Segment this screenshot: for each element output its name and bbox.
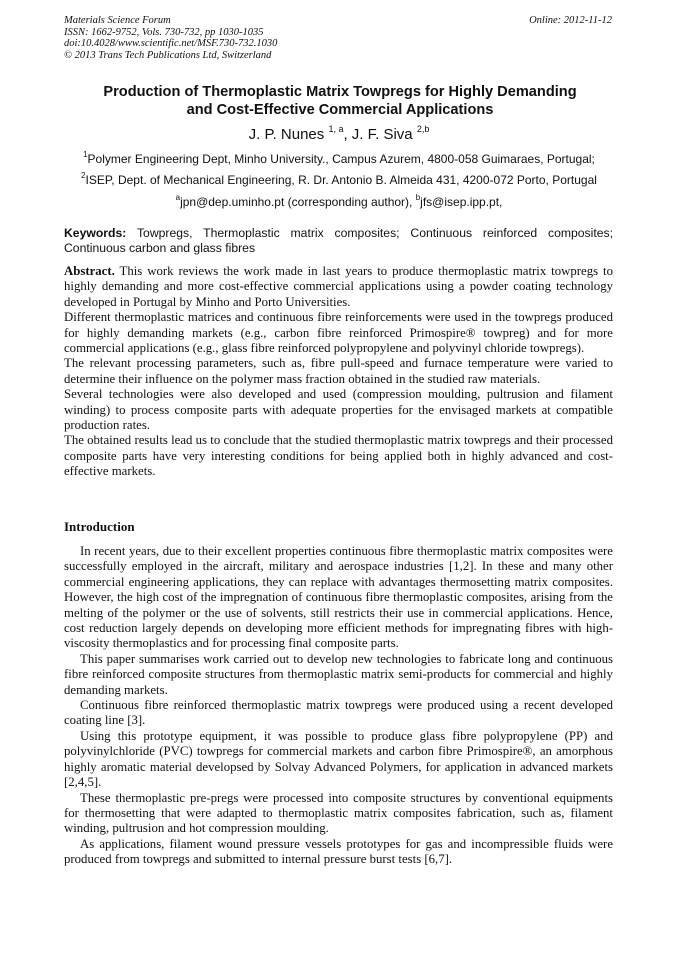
email-a-mark: a [175,193,181,202]
intro-paragraph-4: Using this prototype equipment, it was possible to produce glass fibre polypropylene (PP) and polyvinylchloride (PVC) towpregs for commercial markets and carbon fibre Primospire®, an amorphous highly aromatic material developsed by Solvay Advanced Polymers, for application in advanced markets [2,4,5]. [64,728,613,790]
journal-metadata [64,15,277,61]
authors [0,124,678,143]
abstract-paragraph-5: The obtained results lead us to conclude that the studied thermoplastic matrix towpregs and their processed composite parts have very interesting conditions for being applied both in highly advanced and cost-effective markets. [64,433,613,479]
author-emails [0,193,678,209]
paper-title [60,83,620,119]
affiliation-2 [0,171,678,187]
affiliation-1-mark: 1 [83,150,88,159]
intro-paragraph-5: These thermoplastic pre-pregs were processed into composite structures by conventional equipments for thermosetting that were adapted to thermoplastic matrix composites fabrication, such as, filament winding, pultrusion and hot compression moulding. [64,790,613,836]
affiliation-1-text: Polymer Engineering Dept, Minho University., Campus Azurem, 4800-058 Guimaraes, Portugal; [87,152,595,166]
abstract-text-1: This work reviews the work made in last years to produce thermoplastic matrix towpregs to highly demanding and more cost-effective commercial applications using a powder coating technology developed in Portugal by Minho and Porto Universities. [64,264,613,309]
online-date: Online: 2012-11-12 [529,15,612,26]
author-2-affiliation-mark: 2,b [416,124,430,134]
abstract-paragraph-2: Different thermoplastic matrices and continuous fibre reinforcements were used in the towpregs produced for highly demanding markets (e.g., carbon fibre reinforced Primospire® towpreg) and for more commercial applications (e.g., glass fibre reinforced polypropylene and polyvinyl chloride towpregs). [64,310,613,356]
keywords [64,226,613,256]
author-separator: , [343,126,352,143]
author-1: J. P. Nunes [248,126,325,143]
title-line-2: and Cost-Effective Commercial Applications [186,102,494,118]
keywords-text: Towpregs, Thermoplastic matrix composites; Continuous reinforced composites; Continuous carbon and glass fibres [64,226,613,255]
author-2: J. F. Siva [351,126,413,143]
affiliation-2-mark: 2 [81,171,86,180]
abstract-paragraph-1 [64,264,613,310]
introduction-body [64,544,613,868]
keywords-label: Keywords: [64,226,127,240]
intro-paragraph-1: In recent years, due to their excellent properties continuous fibre thermoplastic matrix composites were successfully employed in the aircraft, military and aerospace industries [1,2]. In these and many other commercial engineering applications, they can replace with advantages thermosetting matrix composites. However, the high cost of the impregnation of continuous fibre thermoplastic composites, arising from the melting of the polymer or the use of solvents, still restricts their use in commercial applications. Hence, cost reduction largely depends on developing more efficient methods for impregnating fibres with high-viscosity thermoplastics and for processing final composite parts. [64,544,613,651]
abstract [64,264,613,480]
email-b-mark: b [415,193,421,202]
title-line-1: Production of Thermoplastic Matrix Towpregs for Highly Demanding [103,84,577,100]
abstract-label: Abstract. [64,264,115,278]
copyright-line: © 2013 Trans Tech Publications Ltd, Switzerland [64,49,272,61]
journal-name: Materials Science Forum [64,15,171,26]
doi-line: doi:10.4028/www.scientific.net/MSF.730-732.1030 [64,38,278,49]
affiliation-2-text: ISEP, Dept. of Mechanical Engineering, R. Dr. Antonio B. Almeida 431, 4200-072 Porto, Portugal [85,173,597,187]
intro-paragraph-3: Continuous fibre reinforced thermoplastic matrix towpregs were produced using a recent developed coating line [3]. [64,698,613,728]
affiliation-1 [0,150,678,166]
intro-paragraph-2: This paper summarises work carried out to develop new technologies to fabricate long and continuous fibre reinforced composite structures from thermoplastic matrix semi-products for commercial and highly demanding markets. [64,651,613,697]
email-a[interactable]: jpn@dep.uminho.pt (corresponding author), [180,195,416,209]
author-1-affiliation-mark: 1, a [328,124,344,134]
intro-paragraph-6: As applications, filament wound pressure vessels prototypes for gas and incompressible fluids were produced from towpregs and submitted to internal pressure burst tests [6,7]. [64,836,613,867]
section-heading-introduction: Introduction [64,519,135,534]
issn-line: ISSN: 1662-9752, Vols. 730-732, pp 1030-1035 [64,26,264,38]
email-b[interactable]: jfs@isep.ipp.pt, [420,195,503,209]
abstract-paragraph-3: The relevant processing parameters, such as, fibre pull-speed and furnace temperature were varied to determine their influence on the polymer mass fraction obtained in the studied raw materials. [64,356,613,386]
abstract-paragraph-4: Several technologies were also developed and used (compression moulding, pultrusion and filament winding) to process composite parts with adequate properties for the envisaged markets at compatible production rates. [64,387,613,433]
